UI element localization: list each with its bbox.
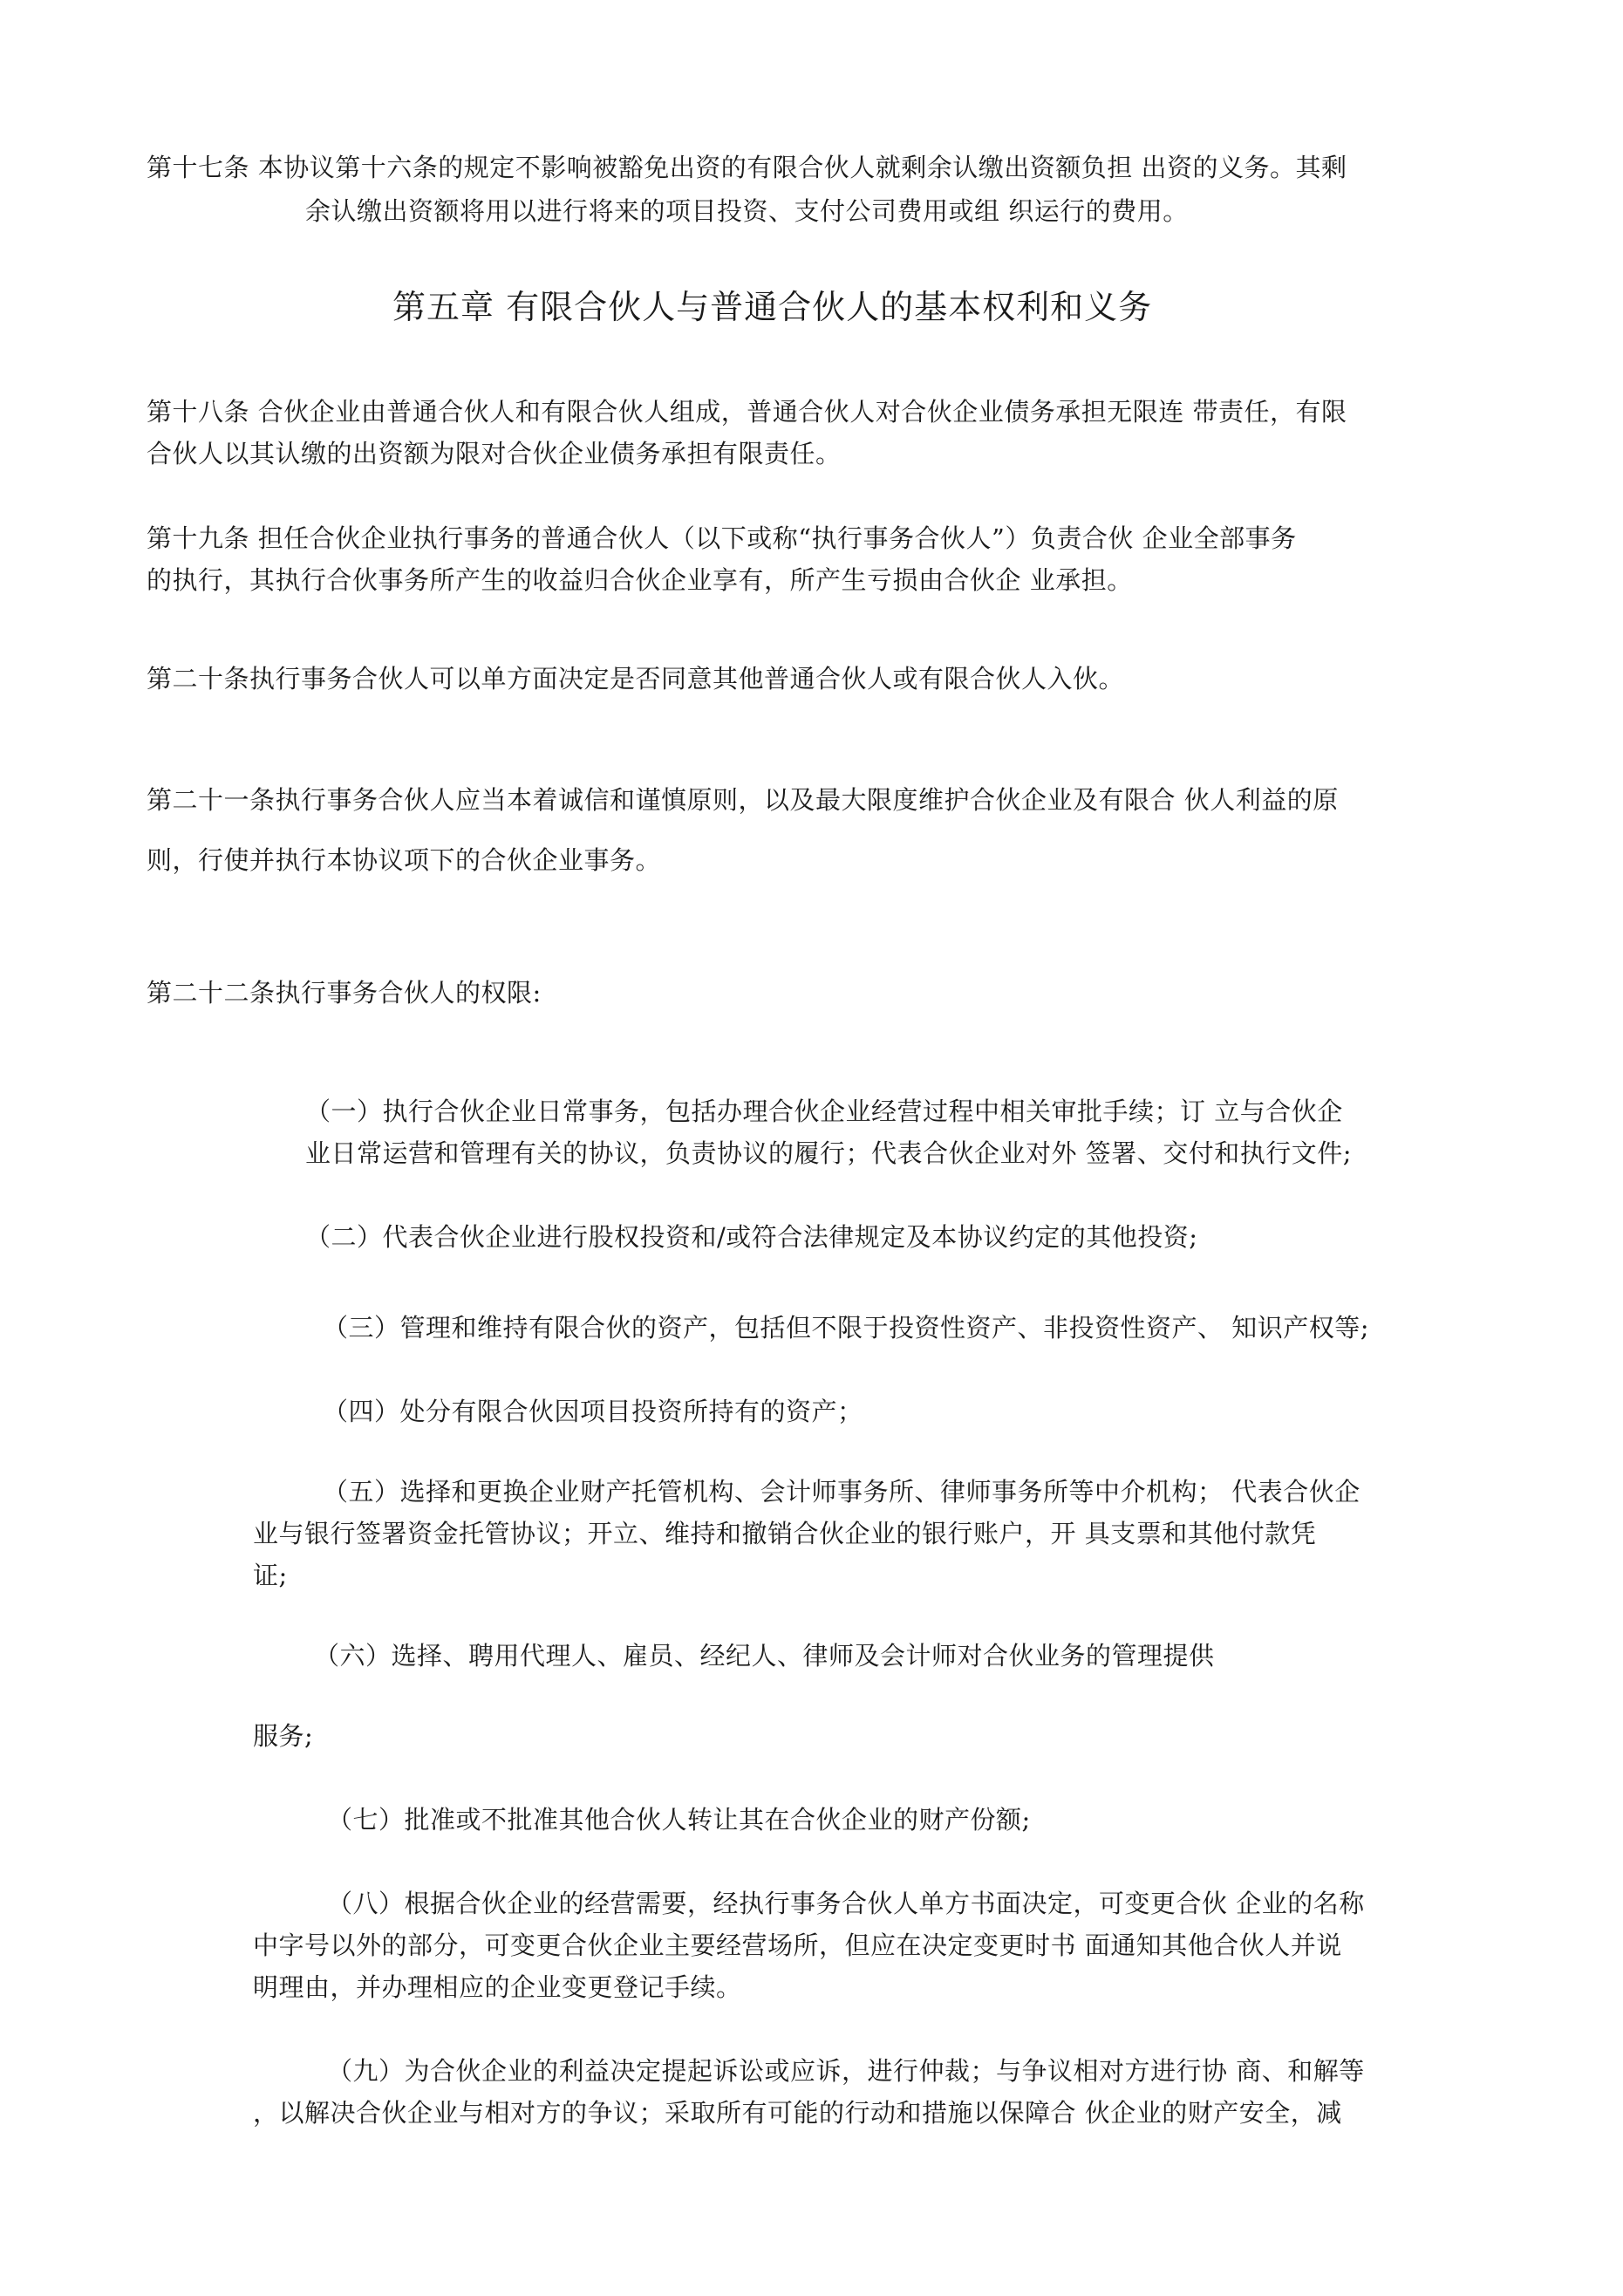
article-21-line-1: 第二十一条执行事务合伙人应当本着诚信和谨慎原则，以及最大限度维护合伙企业及有限合 伙人利益的原 — [147, 785, 1339, 815]
article-19-line-1: 第十九条 担任合伙企业执行事务的普通合伙人（以下或称“执行事务合伙人”）负责合伙 企业全部事务 — [147, 523, 1297, 553]
item-5-line-3: 证; — [253, 1561, 288, 1590]
item-8-line-2: 中字号以外的部分，可变更合伙企业主要经营场所，但应在决定变更时书 面通知其他合伙人并说 — [253, 1930, 1342, 1960]
item-1-line-2: 业日常运营和管理有关的协议，负责协议的履行；代表合伙企业对外 签署、交付和执行文件; — [305, 1138, 1352, 1168]
item-7: （七）批准或不批准其他合伙人转让其在合伙企业的财产份额; — [327, 1805, 1031, 1835]
item-9-line-2: ，以解决合伙企业与相对方的争议；采取所有可能的行动和措施以保障合 伙企业的财产安全，减 — [253, 2098, 1342, 2128]
item-2: （二）代表合伙企业进行股权投资和/或符合法律规定及本协议约定的其他投资; — [305, 1222, 1198, 1252]
item-1-line-1: （一）执行合伙企业日常事务，包括办理合伙企业经营过程中相关审批手续；订 立与合伙企 — [305, 1097, 1343, 1126]
article-19-line-2: 的执行，其执行合伙事务所产生的收益归合伙企业享有，所产生亏损由合伙企 业承担。 — [147, 565, 1133, 595]
article-18-line-2: 合伙人以其认缴的出资额为限对合伙企业债务承担有限责任。 — [147, 439, 842, 468]
chapter-5-title: 第五章 有限合伙人与普通合伙人的基本权利和义务 — [392, 288, 1153, 326]
item-8-line-1: （八）根据合伙企业的经营需要，经执行事务合伙人单方书面决定，可变更合伙 企业的名称 — [327, 1889, 1365, 1918]
article-20: 第二十条执行事务合伙人可以单方面决定是否同意其他普通合伙人或有限合伙人入伙。 — [147, 664, 1125, 694]
item-6-line-1: （六）选择、聘用代理人、雇员、经纪人、律师及会计师对合伙业务的管理提供 — [314, 1641, 1215, 1671]
item-5-line-1: （五）选择和更换企业财产托管机构、会计师事务所、律师事务所等中介机构； 代表合伙企 — [323, 1477, 1360, 1507]
item-5-line-2: 业与银行签署资金托管协议；开立、维持和撤销合伙企业的银行账户，开 具支票和其他付款凭 — [253, 1519, 1317, 1548]
item-4: （四）处分有限合伙因项目投资所持有的资产； — [323, 1397, 863, 1426]
item-9-line-1: （九）为合伙企业的利益决定提起诉讼或应诉，进行仲裁；与争议相对方进行协 商、和解等 — [327, 2056, 1365, 2086]
article-21-line-2: 则，行使并执行本协议项下的合伙企业事务。 — [147, 845, 662, 875]
article-18-line-1: 第十八条 合伙企业由普通合伙人和有限合伙人组成，普通合伙人对合伙企业债务承担无限连 带责任，有限 — [147, 397, 1347, 427]
item-3: （三）管理和维持有限合伙的资产，包括但不限于投资性资产、非投资性资产、 知识产权等; — [323, 1313, 1369, 1343]
item-8-line-3: 明理由，并办理相应的企业变更登记手续。 — [253, 1972, 742, 2002]
article-22-intro: 第二十二条执行事务合伙人的权限: — [147, 978, 542, 1008]
item-6-line-2: 服务; — [253, 1721, 314, 1751]
article-17-line-2: 余认缴出资额将用以进行将来的项目投资、支付公司费用或组 织运行的费用。 — [305, 196, 1189, 226]
article-17-line-1: 第十七条 本协议第十六条的规定不影响被豁免出资的有限合伙人就剩余认缴出资额负担 出资的义务。其剩 — [147, 153, 1347, 182]
